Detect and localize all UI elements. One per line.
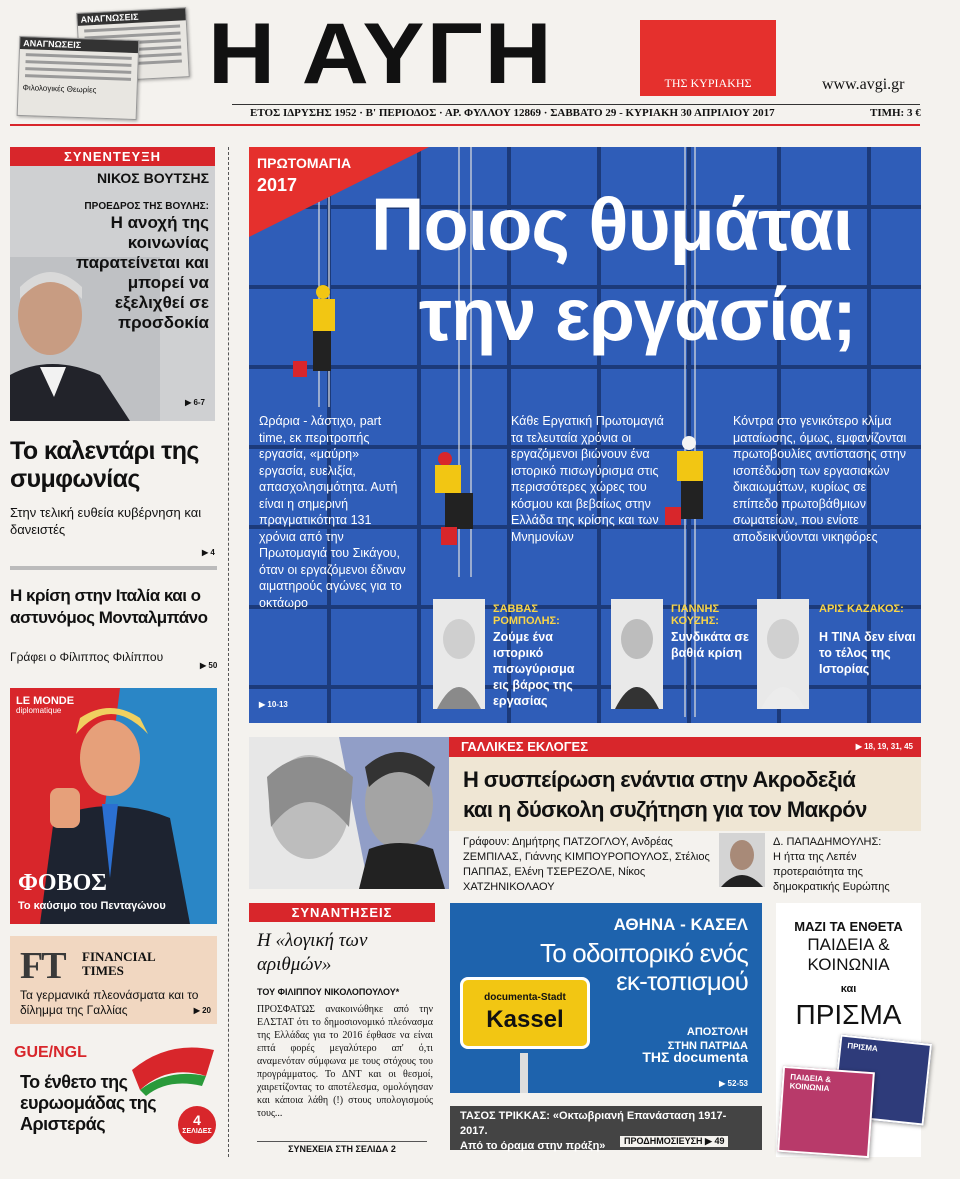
- pages-badge-num: 4: [193, 1112, 201, 1128]
- column-title: Η «λογική των αριθμών»: [257, 930, 368, 975]
- column-divider: [228, 147, 229, 1157]
- site-url[interactable]: www.avgi.gr: [822, 76, 905, 93]
- lead-headline: Ποιος θυμάται: [371, 183, 853, 266]
- masthead-red-rule: [10, 124, 920, 126]
- le-monde-box[interactable]: [10, 688, 217, 924]
- quote-name: ΑΡΙΣ ΚΑΖΑΚΟΣ:: [819, 603, 904, 615]
- masthead-thin-rule: [232, 104, 920, 105]
- page-ref: ▶ 18, 19, 31, 45: [855, 742, 913, 751]
- gue-summary: Το ένθετο της ευρωομάδας της Αριστεράς: [20, 1072, 157, 1134]
- quote-text: Συνδικάτα σε βαθιά κρίση: [671, 630, 749, 660]
- french-headline: [449, 757, 921, 831]
- french-tag: ΓΑΛΛΙΚΕΣ ΕΚΛΟΓΕΣ: [461, 739, 588, 754]
- monde-title: ΦΟΒΟΣ: [18, 870, 107, 896]
- kassel-road-sign: [460, 977, 590, 1049]
- interview-name: ΝΙΚΟΣ ΒΟΥΤΣΗΣ: [96, 170, 209, 186]
- inserts-and: και: [840, 983, 857, 995]
- thumb-label: ΑΝΑΓΝΩΣΕΙΣ: [77, 8, 185, 26]
- lepen-macron-photo: [249, 737, 449, 889]
- quote-text: Ζούμε ένα ιστορικό πισωγύρισμα εις βάρος της εργασίας: [493, 630, 575, 708]
- story-summary: Στην τελική ευθεία κυβέρνηση και δανειστές: [10, 505, 202, 537]
- column-box[interactable]: [249, 903, 435, 1157]
- person-photo: [433, 599, 485, 709]
- quote-name: Δ. ΠΑΠΑΔΗΜΟΥΛΗΣ:: [773, 836, 882, 848]
- issue-info: ΕΤΟΣ ΙΔΡΥΣΗΣ 1952 · Β' ΠΕΡΙΟΔΟΣ · ΑΡ. ΦΥΛΛΟΥ 12869 · ΣΑΒΒΑΤΟ 29 - ΚΥΡΙΑΚΗ 30 ΑΠΡΙΛΙΟΥ 2017: [250, 107, 775, 119]
- page-ref: ▶ 10-13: [259, 700, 288, 709]
- lead-text-column: Κόντρα στο γενικότερο κλίμα ματαίωσης, όμως, εμφανίζονται πρωτοβουλίες αντίστασης στην ισοπέδωση των εργασιακών δικαιωμάτων, κυρίως σε επίπεδο πρωτοβάθμιων σωματείων, που ενίοτε αποδεικνύονται νικηφόρες: [733, 414, 907, 544]
- sign-pole: [520, 1053, 528, 1093]
- gue-ngl-logo: GUE/NGL: [14, 1044, 87, 1061]
- page-ref: ▶ 4: [202, 548, 215, 557]
- pages-badge-label: ΣΕΛΙΔΕΣ: [182, 1128, 212, 1135]
- lead-story[interactable]: [249, 147, 921, 723]
- logo-subtitle: ΤΗΣ ΚΥΡΙΑΚΗΣ: [664, 76, 752, 90]
- story-title[interactable]: Η κρίση στην Ιταλία και ο αστυνόμος Μονταλμπάνο: [10, 586, 208, 627]
- ft-summary: Τα γερμανικά πλεονάσματα και το δίλημμα της Γαλλίας: [20, 988, 199, 1017]
- financial-times-box[interactable]: [10, 936, 217, 1024]
- interview-quote: Η ανοχή της κοινωνίας παρατείνεται και μπορεί να εξελιχθεί σε προσδοκία: [76, 213, 209, 332]
- lead-tag-year: 2017: [257, 175, 298, 195]
- le-monde-logo-sub: diplomatique: [16, 706, 62, 715]
- interview-box[interactable]: [10, 147, 215, 421]
- column-author: ΤΟΥ ΦΙΛΙΠΠΟΥ ΝΙΚΟΛΟΠΟΥΛΟΥ*: [257, 987, 400, 997]
- ft-name: [82, 950, 156, 978]
- insert-name: ΠΡΙΣΜΑ: [795, 999, 902, 1030]
- page-ref: ▶ 6-7: [185, 398, 205, 407]
- french-elections-box[interactable]: [249, 737, 921, 893]
- athens-kassel-box[interactable]: [450, 903, 762, 1093]
- french-tag-bar: [449, 737, 921, 757]
- issue-price: ΤΙΜΗ: 3 €: [870, 107, 921, 119]
- trikkas-line: Από το όραμα στην πράξη»: [460, 1140, 606, 1152]
- lead-tag: ΠΡΩΤΟΜΑΓΙΑ: [257, 155, 352, 171]
- page-ref: ▶ 52-53: [719, 1079, 748, 1088]
- sign-text: documenta-Stadt: [484, 992, 566, 1003]
- kassel-title: Το οδοιπορικό ενός εκ-τοπισμού: [539, 938, 748, 996]
- page-ref: ▶ 20: [193, 1006, 211, 1015]
- inserts-heading: ΜΑΖΙ ΤΑ ΕΝΘΕΤΑ: [794, 919, 903, 934]
- papadimoulis-photo: [719, 833, 765, 887]
- story-byline: Γράφει ο Φίλιππος Φιλίππου: [10, 650, 164, 664]
- thumb-caption: Φιλολογικές Θεωρίες: [22, 83, 97, 95]
- kassel-subtitle-line: ΣΤΗΝ ΠΑΤΡΙΔΑ: [667, 1040, 748, 1052]
- trikkas-line: ΤΑΣΟΣ ΤΡΙΚΚΑΣ: «Οκτωβριανή Επανάσταση 1917-2017.: [460, 1110, 727, 1137]
- lead-text-column: Κάθε Εργατική Πρωτομαγιά τα τελευταία χρόνια οι εργαζόμενοι βιώνουν ένα ιστορικό πισωγύρισμα στις περισσότερες χώρες του κόσμου και βεβαίως στην Ελλάδα της κρίσης και των Μνημονίων: [511, 414, 664, 544]
- le-monde-logo-text: LE MONDE: [16, 695, 75, 707]
- kassel-head: ΑΘΗΝΑ - ΚΑΣΕΛ: [613, 915, 748, 934]
- insert-name-line: ΚΟΙΝΩΝΙΑ: [807, 955, 890, 974]
- french-headline-line: Η συσπείρωση ενάντια στην Ακροδεξιά: [463, 767, 856, 792]
- page-ref: ▶ 50: [200, 661, 218, 670]
- person-photo: [757, 599, 809, 709]
- gue-ngl-box[interactable]: [10, 1040, 217, 1154]
- newspaper-logo: Η ΑΥΓΗ: [208, 6, 554, 102]
- le-monde-logo: [16, 696, 74, 716]
- french-headline-line: και η δύσκολη συζήτηση για τον Μακρόν: [463, 797, 867, 822]
- kassel-subtitle-line: ΑΠΟΣΤΟΛΗ: [686, 1026, 748, 1038]
- paideia-magazine-cover: [777, 1066, 875, 1158]
- quote-name: ΓΙΑΝΝΗΣ ΚΟΥΖΗΣ:: [671, 603, 720, 627]
- insert-name-line: ΠΑΙΔΕΙΑ &: [807, 935, 890, 954]
- story-title[interactable]: Το καλεντάρι της συμφωνίας: [10, 437, 199, 493]
- insert-name: [776, 935, 921, 975]
- interview-tag: ΣΥΝΕΝΤΕΥΞΗ: [10, 147, 215, 166]
- magazine-title: ΠΑΙΔΕΙΑ & ΚΟΙΝΩΝΙΑ: [789, 1072, 832, 1094]
- quote-text: Η ήττα της Λεπέν προτεραιότητα της δημοκρατικής Ευρώπης: [773, 851, 890, 893]
- french-writers: Γράφουν: Δημήτρης ΠΑΤΖΟΓΛΟΥ, Ανδρέας ΖΕΜΠΙΛΑΣ, Γιάννης ΚΙΜΠΟΥΡΟΠΟΥΛΟΣ, Στέλιος ΠΑΠΠΑΣ, Ελένη ΤΣΕΡΕΖΟΛΕ, Νίκος ΧΑΤΖΗΝΙΚΟΛΑΟΥ: [463, 836, 710, 893]
- quote-name: ΣΑΒΒΑΣ ΡΟΜΠΟΛΗΣ:: [493, 603, 560, 627]
- masthead-insert-thumbnail: [18, 10, 188, 122]
- ft-name-line: TIMES: [82, 963, 124, 978]
- sign-text: Kassel: [486, 1006, 564, 1033]
- column-tag: ΣΥΝΑΝΤΗΣΕΙΣ: [249, 903, 435, 922]
- inserts-box[interactable]: [776, 903, 921, 1157]
- kassel-documenta: ΤΗΣ documenta: [642, 1049, 748, 1065]
- quote-text: Η ΤΙΝΑ δεν είναι το τέλος της Ιστορίας: [819, 630, 916, 676]
- ft-logo: FT: [20, 945, 65, 987]
- ft-name-line: FINANCIAL: [82, 949, 156, 964]
- lead-headline: την εργασία;: [419, 273, 856, 356]
- pages-badge: [178, 1106, 216, 1144]
- papadimoulis-quote: [773, 835, 923, 895]
- page-ref: ΠΡΟΔΗΜΟΣΙΕΥΣΗ ▶ 49: [620, 1136, 728, 1147]
- monde-subtitle: Το καύσιμο του Πενταγώνου: [18, 900, 166, 912]
- lead-text-column: Ωράρια - λάστιχο, part time, εκ περιτροπής εργασία, «μαύρη» εργασία, ευελιξία, απασχολησιμότητα. Αυτή είναι η σημερινή πραγματικότητα 131 χρόνια από την Πρωτομαγιά του Σικάγου, όταν οι εργαζόμενοι έδιναν αιματηρούς αγώνες για το οκτάωρο: [259, 414, 406, 610]
- divider: [10, 566, 217, 570]
- thumb-label: ΑΝΑΓΝΩΣΕΙΣ: [20, 37, 138, 53]
- column-text: ΠΡΟΣΦΑΤΩΣ ανακοινώθηκε από την ΕΛΣΤΑΤ ότι το δημοσιονομικό πλεόνασμα της Ελλάδας για το 2016 έφθασε να είναι επτά φορές μεγαλύτερο απ' ό,τι αναμενόταν σύμφωνα με τους στόχους του προγράμματος. Το ΔΝΤ και οι θεσμοί, χαιρετίζοντας το αποτέλεσμα, ομολόγησαν και κάποια λάθη (!) στους υπολογισμούς τους...: [257, 1004, 433, 1119]
- magazine-title: ΠΡΙΣΜΑ: [846, 1041, 879, 1054]
- interview-role: ΠΡΟΕΔΡΟΣ ΤΗΣ ΒΟΥΛΗΣ:: [84, 201, 209, 212]
- person-photo: [611, 599, 663, 709]
- continued-link[interactable]: ΣΥΝΕΧΕΙΑ ΣΤΗ ΣΕΛΙΔΑ 2: [257, 1141, 427, 1154]
